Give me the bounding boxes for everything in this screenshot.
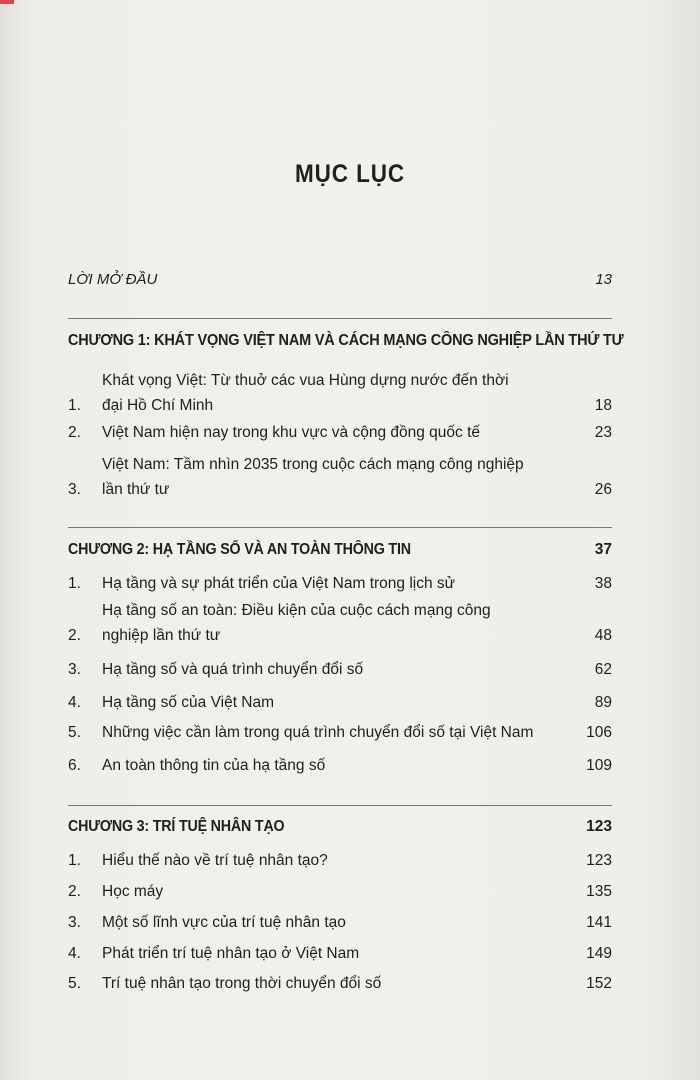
entry-text: Hạ tầng và sự phát triển của Việt Nam trong lịch sử <box>102 575 456 592</box>
entry-text: Khát vọng Việt: Từ thuở các vua Hùng dựng nước đến thời đại Hồ Chí Minh <box>102 372 509 414</box>
chapter-page: 37 <box>594 541 612 558</box>
entry-page: 26 <box>594 481 612 498</box>
toc-entry <box>68 690 612 715</box>
page-title: MỤC LỤC <box>294 160 406 188</box>
entry-number: 2. <box>68 424 81 441</box>
entry-page: 62 <box>594 661 612 678</box>
entry-page: 18 <box>594 397 612 414</box>
toc-entry <box>68 452 612 502</box>
section-divider <box>68 318 612 319</box>
entry-text: Hạ tầng số của Việt Nam <box>102 694 275 711</box>
toc-entry <box>68 720 612 745</box>
entry-number: 5. <box>68 724 81 741</box>
toc-entry <box>68 657 612 682</box>
section-divider <box>68 527 612 528</box>
entry-number: 3. <box>68 914 81 931</box>
toc-entry <box>68 753 612 778</box>
toc-entry <box>68 971 612 996</box>
entry-text: Phát triển trí tuệ nhân tạo ở Việt Nam <box>102 945 360 962</box>
entry-number: 4. <box>68 945 81 962</box>
entry-number: 2. <box>68 883 81 900</box>
entry-text: An toàn thông tin của hạ tầng số <box>102 757 326 774</box>
entry-number: 3. <box>68 481 81 498</box>
entry-page: 149 <box>586 945 612 962</box>
entry-page: 152 <box>586 975 612 992</box>
page-edge-mark <box>0 0 14 4</box>
entry-text: Hiểu thế nào về trí tuệ nhân tạo? <box>102 852 328 869</box>
entry-text: Một số lĩnh vực của trí tuệ nhân tạo <box>102 914 346 931</box>
entry-text: Việt Nam: Tầm nhìn 2035 trong cuộc cách mạng công nghiệp lần thứ tư <box>102 456 524 498</box>
entry-page: 123 <box>586 852 612 869</box>
entry-page: 23 <box>594 424 612 441</box>
chapter-heading <box>68 332 624 350</box>
toc-entry <box>68 420 612 445</box>
entry-text: Học máy <box>102 883 164 900</box>
entry-page: 38 <box>594 575 612 592</box>
toc-entry <box>68 910 612 935</box>
chapter-page: 123 <box>586 818 612 835</box>
chapter-title: CHƯƠNG 1: KHÁT VỌNG VIỆT NAM VÀ CÁCH MẠNG CÔNG NGHIỆP LẦN THỨ TƯ <box>68 332 624 349</box>
entry-number: 2. <box>68 627 81 644</box>
entry-number: 1. <box>68 397 81 414</box>
chapter-title: CHƯƠNG 3: TRÍ TUỆ NHÂN TẠO <box>68 818 285 835</box>
chapter-title: CHƯƠNG 2: HẠ TẦNG SỐ VÀ AN TOÀN THÔNG TIN <box>68 541 411 558</box>
chapter-heading <box>68 541 612 559</box>
entry-page: 106 <box>586 724 612 741</box>
entry-number: 6. <box>68 757 81 774</box>
entry-number: 1. <box>68 852 81 869</box>
toc-entry <box>68 941 612 966</box>
chapter-heading <box>68 818 612 836</box>
toc-entry <box>68 368 612 418</box>
entry-text: Những việc cần làm trong quá trình chuyển đổi số tại Việt Nam <box>102 724 534 741</box>
entry-text: Việt Nam hiện nay trong khu vực và cộng đồng quốc tế <box>102 424 481 441</box>
entry-page: 109 <box>586 757 612 774</box>
entry-number: 4. <box>68 694 81 711</box>
entry-text: Hạ tầng số và quá trình chuyển đổi số <box>102 661 364 678</box>
toc-entry <box>68 879 612 904</box>
section-divider <box>68 805 612 806</box>
intro-page: 13 <box>595 271 612 288</box>
entry-number: 5. <box>68 975 81 992</box>
intro-label: LỜI MỞ ĐẦU <box>68 271 158 288</box>
toc-entry <box>68 848 612 873</box>
toc-entry <box>68 571 612 596</box>
entry-number: 1. <box>68 575 81 592</box>
entry-text: Hạ tầng số an toàn: Điều kiện của cuộc cách mạng công nghiệp lần thứ tư <box>102 602 491 644</box>
entry-page: 48 <box>594 627 612 644</box>
entry-page: 135 <box>586 883 612 900</box>
toc-entry <box>68 598 612 648</box>
intro-row <box>68 271 612 288</box>
entry-page: 141 <box>586 914 612 931</box>
entry-number: 3. <box>68 661 81 678</box>
entry-text: Trí tuệ nhân tạo trong thời chuyển đổi số <box>102 975 382 992</box>
entry-page: 89 <box>594 694 612 711</box>
